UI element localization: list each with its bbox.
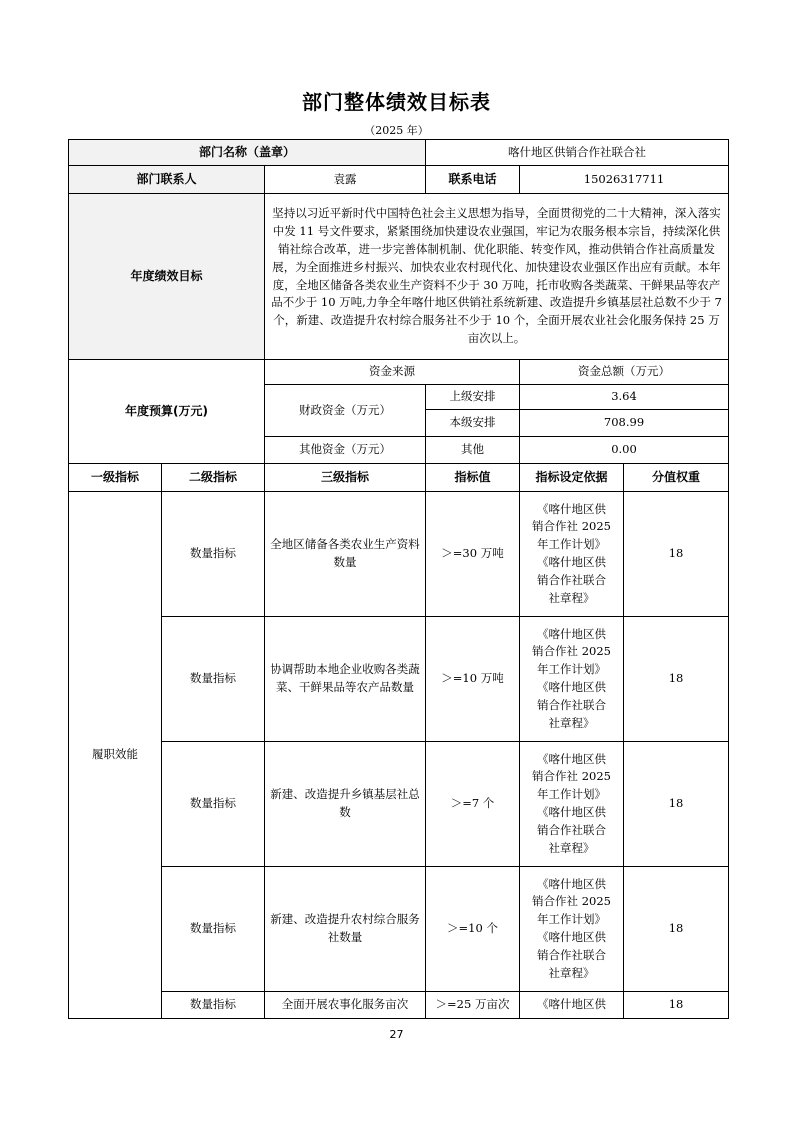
fiscal-fund-label: 财政资金（万元） (265, 385, 426, 437)
indicator-basis: 《喀什地区供 销合作社 2025 年工作计划》 《喀什地区供 销合作社联合 社章程》 (520, 867, 624, 992)
local-allocation-label: 本级安排 (426, 410, 520, 437)
indicator-basis: 《喀什地区供 销合作社 2025 年工作计划》 《喀什地区供 销合作社联合 社章程》 (520, 617, 624, 742)
fund-source-header: 资金来源 (265, 360, 520, 385)
level2-indicator: 数量指标 (162, 992, 265, 1019)
page-title: 部门整体绩效目标表 (302, 90, 491, 114)
goal-text: 坚持以习近平新时代中国特色社会主义思想为指导，全面贯彻党的二十大精神，深入落实中发 11 号文件要求，紧紧围绕加快建设农业强国，牢记为农服务根本宗旨，持续深化供销社综合改革，进一步完善体制机制、优化职能、转变作风，推动供销合作社高质量发展，为全面推进乡村振兴、加快农业农村现代化、加快建设农业强区作出应有贡献。本年度，全地区储备各类农业生产资料不少于 30 万吨，托市收购各类蔬菜、干鲜果品等农产品不少于 10 万吨,力争全年喀什地区供销社系统新建、改造提升乡镇基层社总数不少于 7 个，新建、改造提升农村综合服务社不少于 10 个，全面开展农业社会化服务保持 25 万亩次以上。 (265, 194, 729, 360)
indicator-weight: 18 (624, 992, 729, 1019)
level3-indicator: 全面开展农事化服务亩次 (265, 992, 426, 1019)
level2-indicator: 数量指标 (162, 492, 265, 617)
table-row (69, 492, 729, 617)
header-value: 指标值 (426, 464, 520, 492)
fund-total-header: 资金总额（万元） (520, 360, 729, 385)
indicator-value: ＞=25 万亩次 (426, 992, 520, 1019)
contact-label: 部门联系人 (69, 166, 265, 194)
indicator-weight: 18 (624, 617, 729, 742)
header-level1: 一级指标 (69, 464, 162, 492)
indicator-basis: 《喀什地区供 销合作社 2025 年工作计划》 《喀什地区供 销合作社联合 社章程》 (520, 492, 624, 617)
upper-allocation-label: 上级安排 (426, 385, 520, 410)
level2-indicator: 数量指标 (162, 617, 265, 742)
header-level3: 三级指标 (265, 464, 426, 492)
local-allocation-value: 708.99 (520, 410, 729, 437)
contact-value: 袁露 (265, 166, 426, 194)
indicator-value: ＞=10 个 (426, 867, 520, 992)
header-level2: 二级指标 (162, 464, 265, 492)
budget-label: 年度预算(万元) (69, 360, 265, 464)
indicator-weight: 18 (624, 742, 729, 867)
dept-name-value: 喀什地区供销合作社联合社 (426, 140, 729, 166)
goal-label: 年度绩效目标 (69, 194, 265, 360)
header-weight: 分值权重 (624, 464, 729, 492)
page-number: 27 (389, 1028, 404, 1041)
year-label: （2025 年） (364, 124, 429, 137)
level2-indicator: 数量指标 (162, 867, 265, 992)
indicator-value: ＞=30 万吨 (426, 492, 520, 617)
level3-indicator: 新建、改造提升农村综合服务社数量 (265, 867, 426, 992)
indicator-value: ＞=7 个 (426, 742, 520, 867)
other-fund-value: 0.00 (520, 437, 729, 464)
dept-name-label: 部门名称（盖章） (69, 140, 426, 166)
level2-indicator: 数量指标 (162, 742, 265, 867)
indicator-weight: 18 (624, 867, 729, 992)
phone-value: 15026317711 (520, 166, 729, 194)
indicator-basis: 《喀什地区供 (520, 992, 624, 1019)
table-row (69, 992, 729, 1019)
level3-indicator: 协调帮助本地企业收购各类蔬菜、干鲜果品等农产品数量 (265, 617, 426, 742)
table-row (69, 742, 729, 867)
level3-indicator: 全地区储备各类农业生产资料数量 (265, 492, 426, 617)
header-basis: 指标设定依据 (520, 464, 624, 492)
indicator-basis: 《喀什地区供 销合作社 2025 年工作计划》 《喀什地区供 销合作社联合 社章程》 (520, 742, 624, 867)
level1-indicator: 履职效能 (69, 492, 162, 1019)
phone-label: 联系电话 (426, 166, 520, 194)
level3-indicator: 新建、改造提升乡镇基层社总数 (265, 742, 426, 867)
upper-allocation-value: 3.64 (520, 385, 729, 410)
indicator-value: ＞=10 万吨 (426, 617, 520, 742)
other-fund-label: 其他资金（万元） (265, 437, 426, 464)
table-row (69, 867, 729, 992)
performance-table (68, 139, 729, 1019)
other-fund-sub-label: 其他 (426, 437, 520, 464)
indicator-weight: 18 (624, 492, 729, 617)
table-row (69, 617, 729, 742)
